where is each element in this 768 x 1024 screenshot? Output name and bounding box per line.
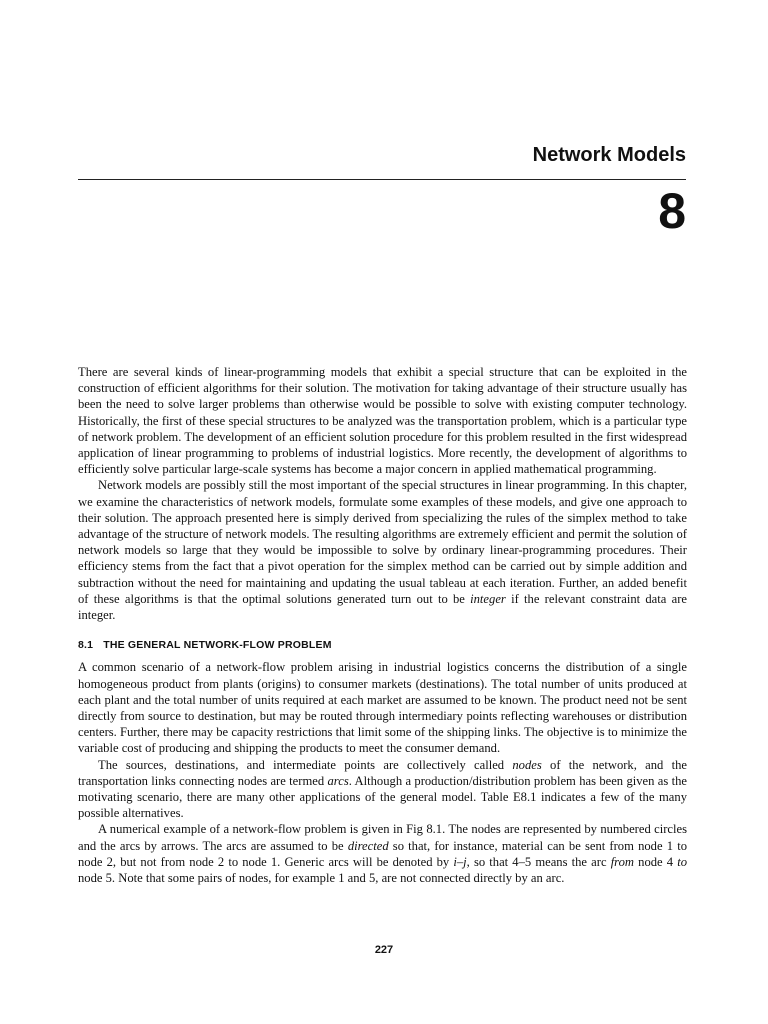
section-paragraph-3-part-d: node 4 <box>634 854 678 869</box>
intro-paragraph-2 <box>78 477 687 623</box>
section-paragraph-3-part-c: , so that 4–5 means the arc <box>466 854 611 869</box>
chapter-title: Network Models <box>532 144 686 166</box>
page-body <box>78 364 687 886</box>
page-number: 227 <box>374 944 394 956</box>
section-paragraph-1 <box>78 659 687 756</box>
emphasis-nodes: nodes <box>512 757 542 772</box>
section-paragraph-2 <box>78 757 687 822</box>
chapter-rule <box>78 179 686 180</box>
intro-paragraph-2-tail: if the relevant constraint data are integer. <box>78 591 687 623</box>
emphasis-arc-notation: i–j <box>453 854 467 869</box>
intro-paragraph-1 <box>78 364 687 477</box>
intro-paragraph-1-text: There are several kinds of linear-programming models that exhibit a special structure that can be exploited in the construction of efficient algorithms for their solution. The motivation for taking advantage of their structure usually has been the need to solve larger problems than otherwise would be possible to solve with existing computer technology. Historically, the first of these special structures to be analyzed was the transportation problem, which is a particular type of network problem. The development of an efficient solution procedure for this problem resulted in the first widespread application of linear programming to problems of industrial logistics. More recently, the development of algorithms to efficiently solve particular large-scale systems has become a major concern in applied mathematical programming. <box>78 365 687 477</box>
section-paragraph-2-part-b: of the network, and the transportation links connecting nodes are termed <box>78 757 687 788</box>
chapter-number: 8 <box>658 183 686 239</box>
section-paragraph-1-text: A common scenario of a network-flow problem arising in industrial logistics concerns the distribution of a single homogeneous product from plants (origins) to consumer markets (destinations). The total number of units produced at each plant and the total number of units required at each market are assumed to be known. The product need not be sent directly from source to destination, but may be routed through intermediary points reflecting warehouses or distribution centers. Further, there may be capacity restrictions that limit some of the shipping links. The objective is to minimize the variable cost of producing and shipping the products to meet the consumer demand. <box>78 660 687 756</box>
section-paragraph-2-part-a: The sources, destinations, and intermediate points are collectively called <box>98 757 513 772</box>
emphasis-to: to <box>677 854 688 869</box>
section-paragraph-3 <box>78 821 687 886</box>
emphasis-from: from <box>610 854 635 869</box>
emphasis-integer: integer <box>470 591 506 606</box>
emphasis-arcs: arcs <box>327 773 349 788</box>
intro-paragraph-2-text: Network models are possibly still the most important of the special structures in linear programming. In this chapter, we examine the characteristics of network models, formulate some examples of these models, and give one approach to their solution. The approach presented here is simply derived from specializing the rules of the simplex method to take advantage of the structure of network models. The resulting algorithms are extremely efficient and permit the solution of network models so large that they would be impossible to solve by ordinary linear-programming procedures. Their efficiency stems from the fact that a pivot operation for the simplex method can be carried out by simple addition and subtraction without the need for maintaining and updating the usual tableau at each iteration. Further, an added benefit of these algorithms is that the optimal solutions generated turn out to be <box>78 478 687 606</box>
section-title: THE GENERAL NETWORK-FLOW PROBLEM <box>103 639 332 652</box>
emphasis-directed: directed <box>347 838 389 853</box>
section-paragraph-3-part-a: A numerical example of a network-flow problem is given in Fig 8.1. The nodes are represented by numbered circles and the arcs by arrows. The arcs are assumed to be <box>78 822 687 853</box>
section-paragraph-3-part-e: node 5. Note that some pairs of nodes, for example 1 and 5, are not connected directly by an arc. <box>78 871 565 886</box>
section-heading <box>78 637 687 653</box>
section-number: 8.1 <box>78 639 94 652</box>
section-paragraph-2-part-c: . Although a production/distribution problem has been given as the motivating scenario, there are many other applications of the general model. Table E8.1 indicates a few of the many possible alternatives. <box>78 773 687 821</box>
section-paragraph-3-part-b: so that, for instance, material can be sent from node 1 to node 2, but not from node 2 to node 1. Generic arcs will be denoted by <box>78 838 687 869</box>
